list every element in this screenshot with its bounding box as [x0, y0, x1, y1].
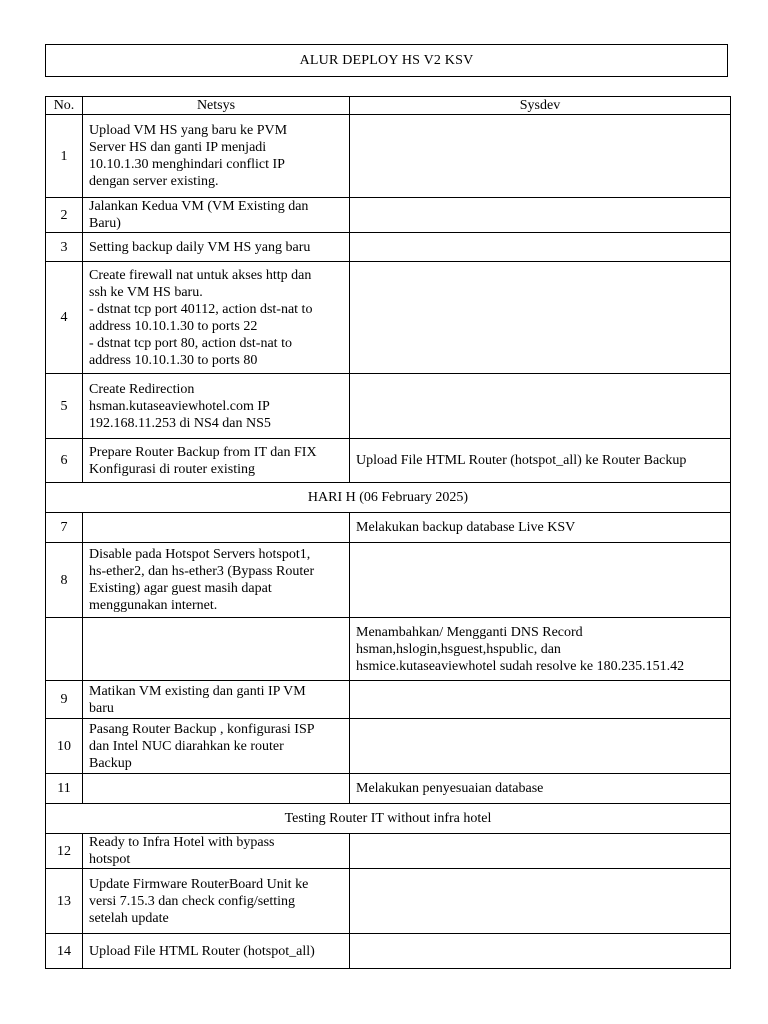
netsys-cell: [83, 618, 350, 681]
sysdev-cell: [350, 869, 731, 934]
netsys-text-line: Existing) agar guest masih dapat: [89, 581, 272, 596]
netsys-cell: [83, 439, 350, 483]
table-row: [46, 233, 731, 262]
netsys-cell: [83, 374, 350, 439]
sysdev-cell: [350, 681, 731, 719]
netsys-text-line: ssh ke VM HS baru.: [89, 284, 203, 300]
table-section-row: [46, 804, 731, 834]
netsys-text-line: - dstnat tcp port 80, action dst-nat to: [89, 335, 292, 351]
row-number: 12: [46, 834, 83, 869]
netsys-cell: [83, 681, 350, 719]
table-row: [46, 774, 731, 804]
netsys-cell: [83, 198, 350, 233]
netsys-text-line: address 10.10.1.30 to ports 80: [89, 352, 258, 368]
netsys-text-line: versi 7.15.3 dan check config/setting: [89, 893, 296, 909]
sysdev-text-line: Menambahkan/ Mengganti DNS Record: [356, 624, 583, 640]
netsys-cell: [83, 543, 350, 618]
netsys-text-line: Jalankan Kedua VM (VM Existing dan: [89, 199, 309, 214]
netsys-cell: [83, 262, 350, 374]
netsys-text-line: baru: [89, 700, 114, 716]
sysdev-text-line: Melakukan backup database Live KSV: [356, 520, 576, 535]
table-row: [46, 719, 731, 774]
table-row: [46, 198, 731, 233]
sysdev-cell: [350, 374, 731, 439]
netsys-cell: [83, 719, 350, 774]
sysdev-cell: [350, 233, 731, 262]
row-number: 3: [46, 233, 83, 262]
table-row: [46, 681, 731, 719]
table-row: [46, 115, 731, 198]
table-row: [46, 543, 731, 618]
netsys-cell: [83, 869, 350, 934]
sysdev-text-line: Upload File HTML Router (hotspot_all) ke Router Backup: [356, 453, 687, 468]
document-title-box: [45, 44, 728, 77]
sysdev-cell: [350, 198, 731, 233]
netsys-text-line: dan Intel NUC diarahkan ke router: [89, 738, 284, 754]
sysdev-cell: [350, 543, 731, 618]
netsys-text-line: address 10.10.1.30 to ports 22: [89, 318, 258, 334]
deploy-flow-table: [45, 96, 731, 969]
netsys-text-line: Pasang Router Backup , konfigurasi ISP: [89, 721, 315, 737]
netsys-text-line: Upload File HTML Router (hotspot_all): [89, 943, 315, 959]
row-number: 7: [46, 513, 83, 543]
row-number: 14: [46, 934, 83, 969]
row-number: [46, 618, 83, 681]
row-number: 4: [46, 262, 83, 374]
netsys-text-line: Prepare Router Backup from IT dan FIX: [89, 444, 317, 460]
row-number: 6: [46, 439, 83, 483]
netsys-text-line: Baru): [89, 216, 121, 231]
sysdev-cell: [350, 774, 731, 804]
section-heading: Testing Router IT without infra hotel: [46, 804, 731, 834]
table-header-row: [46, 97, 731, 115]
row-number: 9: [46, 681, 83, 719]
sysdev-text-line: hsmice.kutaseaviewhotel sudah resolve ke 180.235.151.42: [356, 658, 685, 674]
sysdev-text-line: hsman,hslogin,hsguest,hspublic, dan: [356, 641, 561, 657]
table-row: [46, 869, 731, 934]
netsys-text-line: Server HS dan ganti IP menjadi: [89, 140, 267, 155]
header-no: No.: [46, 97, 83, 115]
netsys-text-line: 192.168.11.253 di NS4 dan NS5: [89, 415, 271, 431]
sysdev-cell: [350, 262, 731, 374]
netsys-text-line: Konfigurasi di router existing: [89, 461, 256, 477]
table-row: [46, 513, 731, 543]
netsys-cell: [83, 513, 350, 543]
netsys-cell: [83, 774, 350, 804]
sysdev-cell: [350, 934, 731, 969]
netsys-cell: [83, 934, 350, 969]
table-body: [46, 115, 731, 969]
header-netsys: Netsys: [83, 97, 350, 115]
netsys-text-line: menggunakan internet.: [89, 598, 218, 613]
row-number: 13: [46, 869, 83, 934]
table-row: [46, 439, 731, 483]
sysdev-text-line: Melakukan penyesuaian database: [356, 781, 544, 796]
row-number: 11: [46, 774, 83, 804]
netsys-text-line: setelah update: [89, 910, 169, 926]
sysdev-cell: [350, 115, 731, 198]
sysdev-cell: [350, 719, 731, 774]
netsys-text-line: hsman.kutaseaviewhotel.com IP: [89, 398, 270, 414]
netsys-cell: [83, 115, 350, 198]
table-row: [46, 618, 731, 681]
netsys-text-line: Disable pada Hotspot Servers hotspot1,: [89, 547, 311, 562]
netsys-text-line: Backup: [89, 755, 132, 771]
netsys-text-line: Ready to Infra Hotel with bypass: [89, 835, 275, 850]
document-title: ALUR DEPLOY HS V2 KSV: [299, 52, 474, 68]
section-heading: HARI H (06 February 2025): [46, 483, 731, 513]
header-sysdev: Sysdev: [350, 97, 731, 115]
netsys-text-line: hs-ether2, dan hs-ether3 (Bypass Router: [89, 564, 315, 579]
netsys-text-line: Create firewall nat untuk akses http dan: [89, 267, 312, 283]
row-number: 5: [46, 374, 83, 439]
sysdev-cell: [350, 834, 731, 869]
table-section-row: [46, 483, 731, 513]
netsys-text-line: Matikan VM existing dan ganti IP VM: [89, 683, 306, 699]
table-row: [46, 834, 731, 869]
row-number: 1: [46, 115, 83, 198]
row-number: 8: [46, 543, 83, 618]
sysdev-cell: [350, 513, 731, 543]
netsys-text-line: Create Redirection: [89, 381, 195, 397]
row-number: 10: [46, 719, 83, 774]
netsys-cell: [83, 233, 350, 262]
netsys-text-line: Upload VM HS yang baru ke PVM: [89, 123, 288, 138]
netsys-text-line: 10.10.1.30 menghindari conflict IP: [89, 157, 285, 172]
netsys-text-line: - dstnat tcp port 40112, action dst-nat to: [89, 301, 313, 317]
netsys-text-line: Setting backup daily VM HS yang baru: [89, 239, 311, 255]
table-row: [46, 374, 731, 439]
row-number: 2: [46, 198, 83, 233]
sysdev-cell: [350, 439, 731, 483]
table-row: [46, 262, 731, 374]
netsys-text-line: hotspot: [89, 852, 131, 867]
sysdev-cell: [350, 618, 731, 681]
netsys-text-line: Update Firmware RouterBoard Unit ke: [89, 876, 309, 892]
table-row: [46, 934, 731, 969]
netsys-text-line: dengan server existing.: [89, 174, 219, 189]
netsys-cell: [83, 834, 350, 869]
